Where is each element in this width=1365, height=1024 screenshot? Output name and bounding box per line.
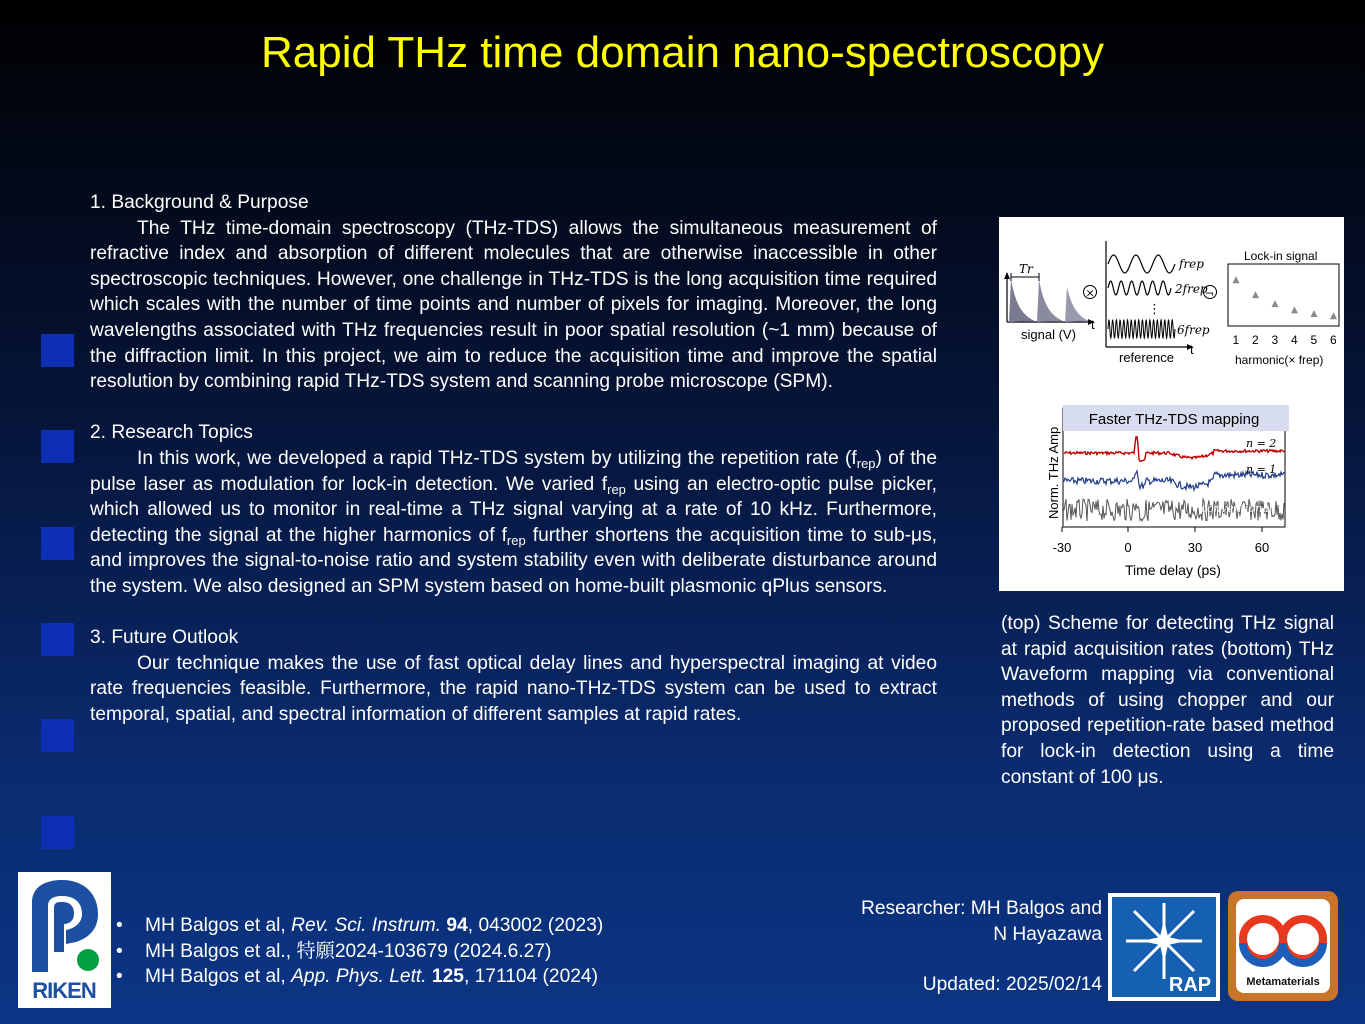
- frep-label-1: frep: [1179, 257, 1204, 271]
- harmonic-marker: [1252, 291, 1259, 298]
- updated-date: Updated: 2025/02/14: [922, 974, 1102, 995]
- metamaterials-wordmark: Metamaterials: [1246, 976, 1320, 988]
- decorative-square: [41, 719, 74, 752]
- figure-svg: [999, 217, 1344, 591]
- section-heading-background: 1. Background & Purpose: [90, 192, 309, 213]
- legend-conventional: conventional: [1201, 502, 1273, 515]
- riken-green-dot: [77, 949, 99, 971]
- waveform-plot: [1046, 405, 1289, 578]
- harmonic-marker: [1272, 300, 1279, 307]
- reference-wave-2: [1108, 281, 1171, 295]
- reference-wave-6: [1108, 320, 1175, 338]
- harmonic-tick: 2: [1252, 333, 1259, 347]
- decorative-square: [41, 430, 74, 463]
- reference-wave-1: [1108, 255, 1175, 273]
- reference-label: reference: [1119, 350, 1174, 365]
- frep-label-6: 6frep: [1177, 323, 1210, 337]
- harmonic-tick: 1: [1232, 333, 1240, 347]
- riken-wordmark: RIKEN: [32, 978, 96, 1003]
- x-tick-label: 0: [1124, 540, 1132, 555]
- section-heading-research: 2. Research Topics: [90, 422, 253, 444]
- metamaterials-logo: [1228, 891, 1338, 1001]
- reference-item: • MH Balgos et al., 特願2024-103679 (2024.6.27): [116, 940, 552, 962]
- frep-label-2: 2frep: [1175, 282, 1208, 296]
- lockin-symbol: ¬: [1205, 287, 1215, 300]
- signal-pulse: [1009, 279, 1035, 322]
- plot-title: Faster THz-TDS mapping: [1088, 411, 1260, 428]
- main-text: [90, 190, 937, 727]
- x-axis-label: Time delay (ps): [1125, 562, 1221, 578]
- harmonic-tick: 6: [1330, 333, 1337, 347]
- tr-label: Tr: [1019, 262, 1033, 276]
- lockin-plot: [1228, 249, 1339, 367]
- harmonic-label: harmonic(× frep): [1235, 353, 1324, 367]
- section-body-research: In this work, we developed a rapid THz-TDS system by utilizing the repetition rate $(f_{rep})$ of the pulse laser as modulation for lock-in detection. We varied $f_{rep}$ using an electro-optic pulse picker, which allowed us to monitor in real-time a THz signal varying at a rate of 10 kHz. Furthermore, detecting the signal at the higher harmonics of $f_{rep}$ further shortens the acquisition time to sub-μs, and improves the signal-to-noise ratio and system stability even with deliberate disturbance around the system. We also designed an SPM system based on home-built plasmonic qPlus sensors.: [90, 447, 938, 597]
- lockin-title: Lock-in signal: [1244, 249, 1318, 263]
- x-tick-label: 60: [1254, 540, 1270, 555]
- figure-panel: [999, 217, 1344, 591]
- section-heading-outlook: 3. Future Outlook: [90, 627, 239, 649]
- researcher-credit: Researcher: MH Balgos and N Hayazawa: [860, 898, 1102, 945]
- rap-wordmark: RAP: [1168, 974, 1212, 996]
- harmonic-tick: 3: [1271, 333, 1279, 347]
- harmonic-tick: 5: [1310, 333, 1318, 347]
- x-tick-label: -30: [1052, 540, 1072, 555]
- decorative-square: [41, 623, 74, 656]
- reference-item: • MH Balgos et al, App. Phys. Lett. 125, 171104 (2024): [116, 966, 598, 988]
- legend-n1: n = 1: [1246, 463, 1277, 476]
- signal-label: signal (V): [1021, 327, 1076, 342]
- page-title: Rapid THz time domain nano-spectroscopy: [261, 28, 1104, 77]
- t-axis-label: t: [1091, 317, 1095, 332]
- section-body-background: The THz time-domain spectroscopy (THz-TDS) allows the simultaneous measurement of refractive index and absorption of different molecules that are otherwise inaccessible in other spectroscopic techniques. However, one challenge in THz-TDS is the long acquisition time required which scales with the number of time points and number of pixels for imaging. Moreover, the long wavelengths associated with THz frequencies result in poor spatial resolution (~1 mm) because of the diffraction limit. In this project, we aim to reduce the acquisition time and improve the spatial resolution by combining rapid THz-TDS system and scanning probe microscope (SPM).: [90, 217, 937, 393]
- harmonic-marker: [1291, 306, 1298, 313]
- harmonic-marker: [1311, 310, 1318, 317]
- harmonic-marker: [1330, 312, 1337, 319]
- rap-logo: [1108, 893, 1220, 1001]
- y-axis-label: Norm. THz Amp: [1046, 426, 1061, 519]
- t-axis-label-2: t: [1190, 342, 1194, 357]
- signal-pulse: [1037, 279, 1063, 322]
- harmonic-marker: [1233, 276, 1240, 283]
- harmonic-tick: 4: [1291, 333, 1298, 347]
- figure-caption: (top) Scheme for detecting THz signal at rapid acquisition rates (bottom) THz Waveform mapping via conventional methods of using chopper and our proposed repetition-rate based method for lock-in detection using a time constant of 100 μs.: [1001, 613, 1334, 788]
- times-symbol: ×: [1085, 286, 1095, 300]
- decorative-square: [41, 334, 74, 367]
- dots: ⋮: [1148, 302, 1161, 317]
- riken-logo: [18, 872, 111, 1008]
- legend-n2: n = 2: [1246, 437, 1277, 450]
- decorative-square: [41, 527, 74, 560]
- decorative-square: [41, 816, 74, 849]
- x-tick-label: 30: [1187, 540, 1203, 555]
- reference-item: • MH Balgos et al, Rev. Sci. Instrum. 94, 043002 (2023): [116, 915, 604, 936]
- signal-plot: [1004, 262, 1095, 342]
- section-body-outlook: Our technique makes the use of fast optical delay lines and hyperspectral imaging at video rate frequencies feasible. Furthermore, the rapid nano-THz-TDS system can be used to extract temporal, spatial, and spectral information of different samples at rapid rates.: [90, 652, 937, 725]
- references-list: [116, 913, 603, 990]
- reference-plot: [1106, 241, 1210, 365]
